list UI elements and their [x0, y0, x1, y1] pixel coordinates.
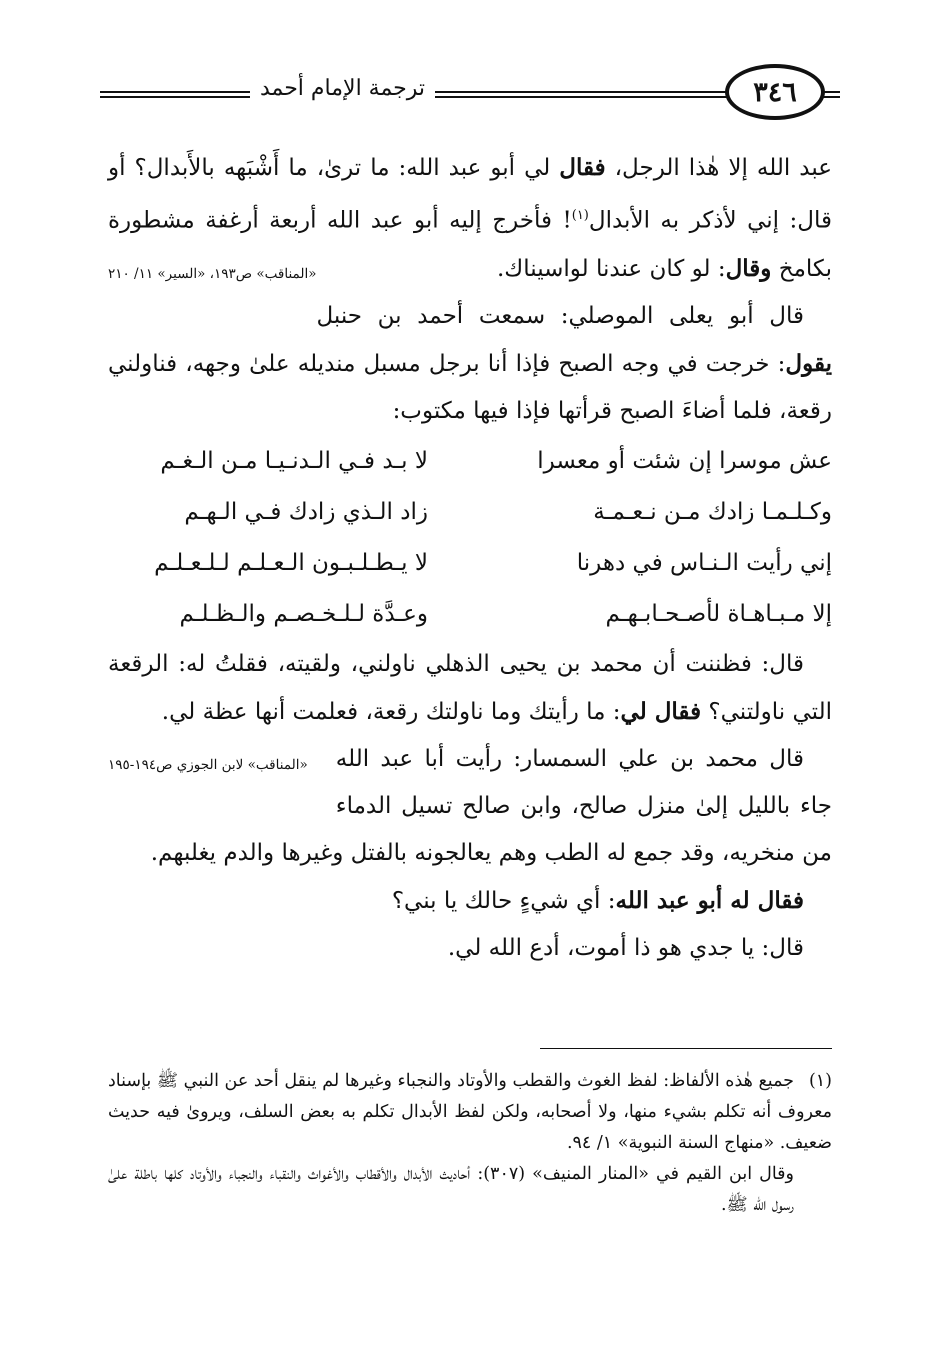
paragraph-3	[108, 641, 832, 773]
bold-run: وقال	[725, 254, 772, 282]
header-rule-end	[822, 91, 840, 98]
footnote-1	[108, 1066, 832, 1159]
bold-run: يقول	[785, 349, 832, 377]
poem-verse	[108, 437, 832, 488]
text-run: : أي شيءٍ حالك يا بني؟	[391, 887, 616, 914]
footnote-separator	[540, 1048, 832, 1049]
running-title: ترجمة الإمام أحمد	[250, 74, 435, 104]
text-run: قال أبو يعلى الموصلي: سمعت أحمد بن حنبل	[316, 302, 804, 329]
verse-first-hemistich: إلا مـبـاهـاة لأصـحـابـهـم	[605, 600, 832, 627]
bold-run: فقال لي	[620, 697, 702, 725]
poem-verse	[108, 539, 832, 590]
footnote-marker: (١)	[571, 208, 589, 223]
text-run: ! فأخرج إليه أبو عبد الله أربعة أرغفة مشطورة بكامخ	[108, 207, 832, 282]
text-run: عبد الله إلا هٰذا الرجل،	[605, 155, 832, 181]
text-run: : خرجت في وجه الصبح فإذا أنا برجل مسبل منديله علىٰ وجهه، فناولني رقعة، فلما أضاءَ الصبح قرأتها فإذا فيها مكتوب:	[108, 350, 832, 424]
paragraph-5	[108, 877, 832, 925]
main-text	[108, 144, 832, 972]
verse-first-hemistich: وكـلـمـا زادك مـن نـعـمـة	[593, 498, 832, 525]
text-run: : لو كان عندنا لواسيناك.	[496, 255, 726, 282]
paragraph-1	[108, 144, 832, 293]
footnote-text: جميع هٰذه الألفاظ: لفظ الغوث والقطب والأوتاد والنجباء وغيرها لم ينقل أحد عن النبي ﷺ بإسناد معروف أنه تكلم بشيء منها، ولا أصحابه، ولكن لفظ الأبدال تكلم به بعض السلف، ويروىٰ فيه حديث ضعيف. «منهاج السنة النبوية» ١/ ٩٤.	[108, 1071, 832, 1153]
text-run: : ما رأيتك وما ناولتك رقعة، فعلمت أنها عظة لي.	[161, 698, 621, 725]
verse-second-hemistich: لا يـطـلـبـون الـعـلـم لـلـعـلـم	[154, 549, 428, 576]
verse-first-hemistich: عش موسرا إن شئت أو معسرا	[537, 447, 832, 474]
source-reference: «المناقب» لابن الجوزي ص١٩٤-١٩٥	[108, 756, 308, 773]
verse-second-hemistich: لا بـد فـي الـدنـيـا مـن الـغـم	[160, 447, 428, 474]
footnote-number: (١)	[808, 1071, 832, 1091]
poem-verse	[108, 590, 832, 641]
poem-verse	[108, 488, 832, 539]
page-number: ٣٤٦	[725, 64, 825, 120]
paragraph-4: قال محمد بن علي السمسار: رأيت أبا عبد الله جاء بالليل إلىٰ منزل صالح، وابن صالح تسيل الدماء من منخريه، وقد جمع له الطب وهم يعالجونه بالفتل وغيرها والدم يغلبهم.	[150, 745, 832, 866]
paragraph-6: قال: يا جدي هو ذا أموت، أدع الله لي.	[447, 934, 804, 961]
footnote-1-continued: وقال ابن القيم في «المنار المنيف» (٣٠٧): أحاديث الأبدال والأقطاب والأغواث والنقباء والنجباء والأوتاد كلها باطلة علىٰ رسول الله ﷺ.	[108, 1164, 794, 1215]
verse-second-hemistich: وعـدَّة لـلـخـصـم والـظـلـم	[179, 600, 428, 627]
paragraph-2	[108, 293, 832, 435]
verse-first-hemistich: إني رأيت الـنـاس في دهرنا	[576, 549, 832, 576]
text-run: قال: فظننت أن محمد بن يحيى الذهلي ناولني، ولقيته، فقلتُ له: الرقعة التي ناولتني؟	[108, 650, 832, 725]
running-header	[100, 64, 840, 120]
text-run: لي أبو عبد الله: ما ترىٰ، ما أَشْبَهه بالأَبدال؟ أو قال: إني لأذكر به الأبدال	[108, 155, 832, 234]
bold-run: فقال	[559, 154, 606, 181]
verse-second-hemistich: زاد الـذي زادك فـي الـهـم	[184, 498, 428, 525]
bold-run: فقال له أبو عبد الله	[615, 886, 804, 914]
footnotes	[108, 1066, 832, 1221]
source-reference: «المناقب» ص١٩٣، «السير» ١١/ ٢١٠	[108, 265, 317, 282]
poem	[108, 437, 832, 641]
